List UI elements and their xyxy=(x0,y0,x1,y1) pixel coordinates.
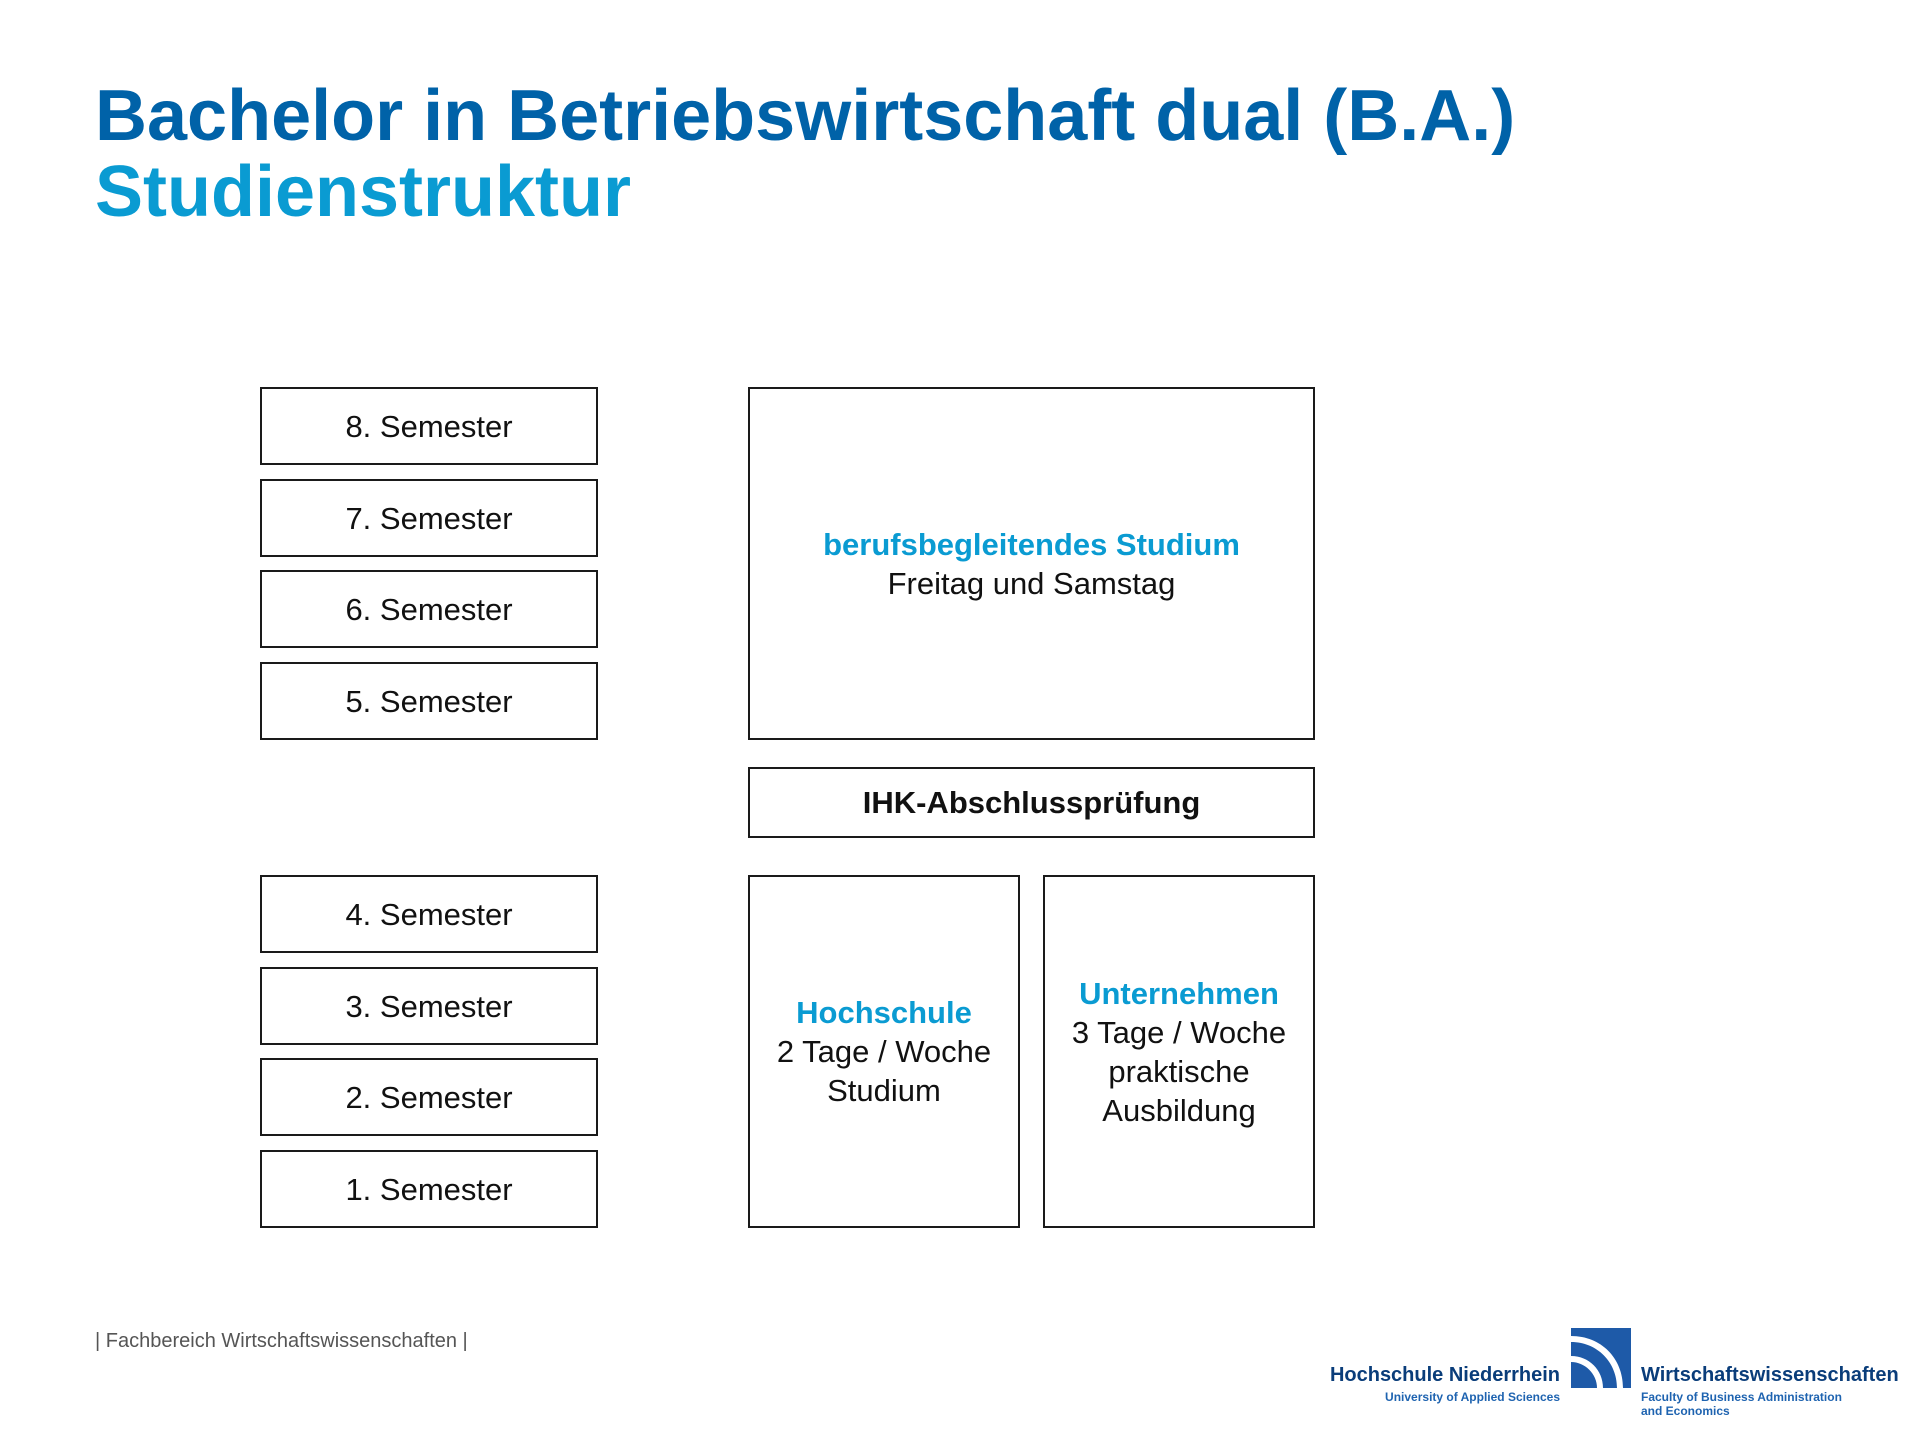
logo-faculty-subtitle-line-2: and Economics xyxy=(1641,1404,1730,1418)
unternehmen-line-2: praktische xyxy=(1108,1053,1250,1089)
logo-faculty-name: Wirtschaftswissenschaften xyxy=(1641,1364,1899,1386)
berufsbegleitend-heading: berufsbegleitendes Studium xyxy=(823,526,1240,562)
footer-department: | Fachbereich Wirtschaftswissenschaften | xyxy=(95,1330,468,1352)
unternehmen-line-3: Ausbildung xyxy=(1102,1092,1256,1128)
logo-faculty-subtitle-line-1: Faculty of Business Administration xyxy=(1641,1390,1842,1404)
hochschule-line-2: Studium xyxy=(827,1073,941,1108)
logo-university-name: Hochschule Niederrhein xyxy=(1329,1364,1560,1386)
semester-7-box xyxy=(260,479,598,557)
semester-2-box xyxy=(260,1058,598,1136)
hochschule-heading: Hochschule xyxy=(796,995,972,1030)
hochschule-box xyxy=(748,875,1020,1228)
semester-6-box xyxy=(260,570,598,648)
page-subtitle: Studienstruktur xyxy=(95,152,632,232)
ihk-exam-box xyxy=(748,767,1315,838)
unternehmen-line-1: 3 Tage / Woche xyxy=(1071,1014,1287,1050)
logo-university-subtitle: University of Applied Sciences xyxy=(1385,1390,1560,1404)
semester-8-label: 8. Semester xyxy=(345,408,513,444)
semester-3-box xyxy=(260,967,598,1045)
page-title: Bachelor in Betriebswirtschaft dual (B.A.) xyxy=(95,76,1516,156)
semester-4-box xyxy=(260,875,598,953)
semester-6-label: 6. Semester xyxy=(345,591,513,627)
semester-5-label: 5. Semester xyxy=(345,683,513,719)
semester-1-label: 1. Semester xyxy=(345,1171,513,1207)
unternehmen-box xyxy=(1043,875,1315,1228)
logo-faculty-subtitle xyxy=(1641,1390,1842,1418)
ihk-exam-label: IHK-Abschlussprüfung xyxy=(862,785,1201,820)
semester-7-label: 7. Semester xyxy=(345,500,513,536)
hochschule-logo-icon xyxy=(1571,1328,1631,1388)
berufsbegleitend-box xyxy=(748,387,1315,740)
semester-5-box xyxy=(260,662,598,740)
hochschule-line-1: 2 Tage / Woche xyxy=(776,1034,992,1069)
berufsbegleitend-line: Freitag und Samstag xyxy=(887,565,1176,601)
semester-1-box xyxy=(260,1150,598,1228)
semester-8-box xyxy=(260,387,598,465)
semester-2-label: 2. Semester xyxy=(345,1079,513,1115)
semester-3-label: 3. Semester xyxy=(345,988,513,1024)
unternehmen-heading: Unternehmen xyxy=(1079,975,1279,1011)
semester-4-label: 4. Semester xyxy=(345,896,513,932)
